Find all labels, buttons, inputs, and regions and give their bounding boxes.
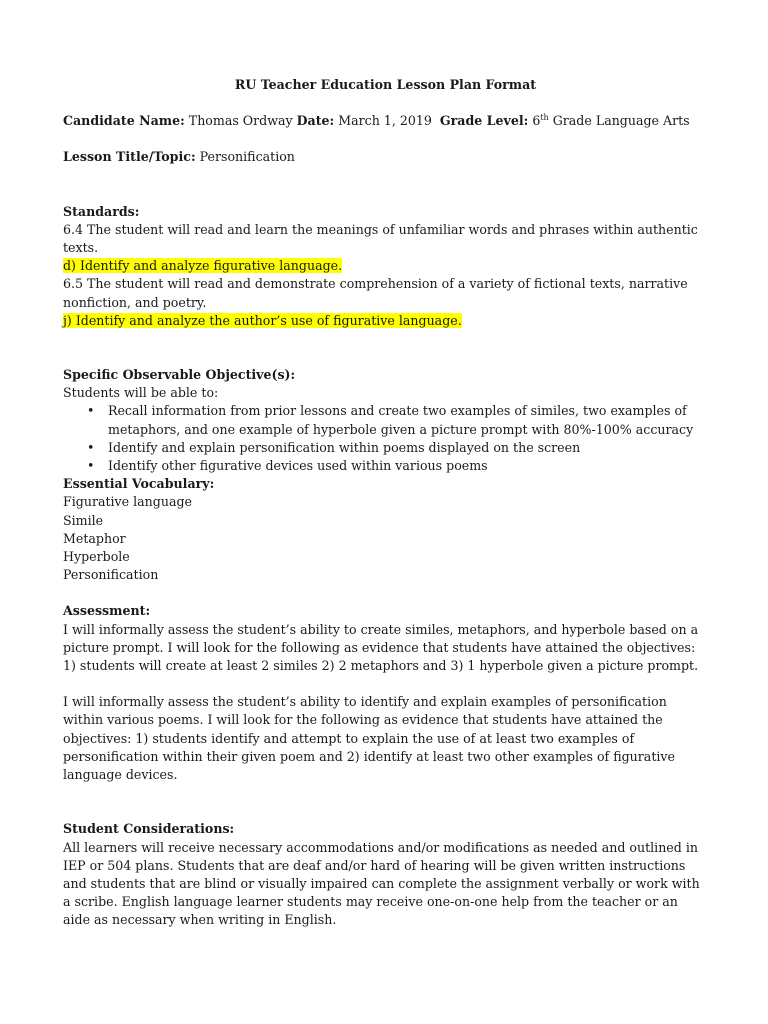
vocabulary-list <box>63 493 708 584</box>
standard-6-4: 6.4 The student will read and learn the meanings of unfamiliar words and phrases within authentic texts. <box>63 221 698 256</box>
grade-rest: Grade Language Arts <box>552 113 690 129</box>
list-item: Figurative language <box>63 494 192 510</box>
objectives-intro: Students will be able to: <box>63 385 219 401</box>
list-item: Metaphor <box>63 530 126 546</box>
document-title: RU Teacher Education Lesson Plan Format <box>234 77 537 92</box>
standards-heading: Standards: <box>63 203 140 219</box>
assessment-paragraph-2: I will informally assess the student’s ability to identify and explain examples of personification within various poems. I will look for the following as evidence that students have attained the objectives: 1) students identify and attempt to explain the use of at least two examples of personification within their given poem and 2) identify at least two other examples of figurative language devices. <box>63 694 675 783</box>
lesson-line <box>63 148 708 166</box>
list-item: Hyperbole <box>63 549 130 565</box>
header-line <box>63 112 708 130</box>
objectives-heading: Specific Observable Objective(s): <box>63 367 296 383</box>
date-label: Date: <box>296 113 335 129</box>
candidate-label: Candidate Name: <box>63 113 185 129</box>
list-item: • Identify and explain personification within poems displayed on the screen <box>108 439 708 457</box>
assessment-paragraph-1: I will informally assess the student’s ability to create similes, metaphors, and hyperbole based on a picture prompt. I will look for the following as evidence that students have attained the objectives: 1) students will create at least 2 similes 2) 2 metaphors and 3) 1 hyperbole given a picture prompt. <box>63 621 699 674</box>
considerations-paragraph: All learners will receive necessary accommodations and/or modifications as needed and outlined in IEP or 504 plans. Students that are deaf and/or hard of hearing will be given written instructions and students that are blind or visually impaired can complete the assignment verbally or work with a scribe. English language learner students may receive one-on-one help from the teacher or an aide as necessary when writing in English. <box>63 839 700 928</box>
standard-6-5-j: j) Identify and analyze the author’s use of figurative language. <box>63 312 462 328</box>
lesson-value: Personification <box>199 149 295 165</box>
standard-6-4-d: d) Identify and analyze figurative language. <box>63 258 343 274</box>
standard-6-5: 6.5 The student will read and demonstrate comprehension of a variety of fictional texts, narrative nonfiction, and poetry. <box>63 276 688 310</box>
grade-ordinal-suffix: th <box>540 113 549 123</box>
candidate-value: Thomas Ordway <box>188 113 293 129</box>
objectives-list <box>63 402 708 475</box>
assessment-heading: Assessment: <box>63 603 151 619</box>
grade-label: Grade Level: <box>439 113 529 129</box>
list-item: Simile <box>63 512 104 528</box>
lesson-label: Lesson Title/Topic: <box>63 149 196 165</box>
list-item: • Identify other figurative devices used within various poems <box>108 457 708 475</box>
list-item: • Recall information from prior lessons and create two examples of similes, two examples of metaphors, and one example of hyperbole given a picture prompt with 80%-100% accuracy <box>108 402 708 438</box>
considerations-heading: Student Considerations: <box>63 821 235 837</box>
document-page <box>63 76 708 930</box>
list-item: Personification <box>63 567 159 583</box>
date-value: March 1, 2019 <box>338 113 432 129</box>
grade-number: 6 <box>532 113 541 129</box>
vocabulary-heading: Essential Vocabulary: <box>63 476 215 492</box>
